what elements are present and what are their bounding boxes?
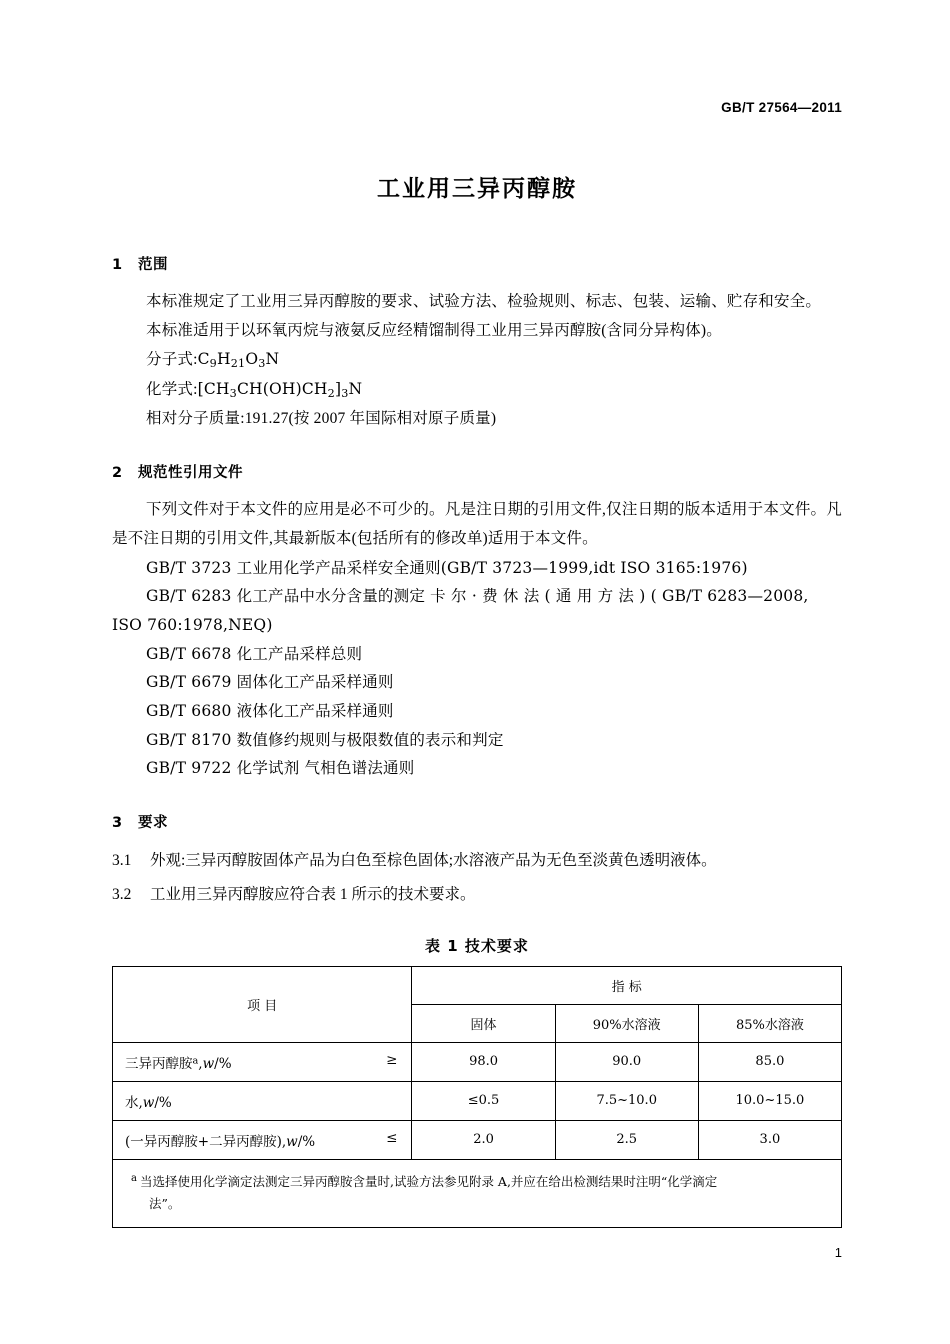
clause-3-2-number: 3.2 [112,885,132,903]
normative-reference-item: GB/T 6680 液体化工产品采样通则 [146,702,394,721]
section1-chemical-formula [112,375,842,405]
table-header-index: 指 标 [412,966,842,1004]
table-cell-value: 98.0 [412,1042,555,1081]
table-cell-value: 10.0~15.0 [698,1081,841,1120]
page-header-standard-number: GB/T 27564—2011 [721,100,842,115]
normative-reference-continuation: ISO 760:1978,NEQ) [112,616,273,635]
normative-reference-item: GB/T 3723 工业用化学产品采样安全通则(GB/T 3723—1999,idt ISO 3165:1976) [146,558,748,577]
section1-molecular-formula [112,345,842,375]
clause-3-2 [112,880,842,909]
section-heading-3 [112,811,842,832]
chemical-formula-label: 化学式: [146,381,198,399]
normative-reference-item: GB/T 8170 数值修约规则与极限数值的表示和判定 [146,730,504,749]
section1-paragraph-1: 本标准规定了工业用三异丙醇胺的要求、试验方法、检验规则、标志、包装、运输、贮存和安全。 [146,293,822,310]
section-label-2: 规范性引用文件 [138,465,243,482]
table-column-85-solution: 85%水溶液 [698,1004,841,1042]
table-row-item [113,1120,412,1159]
table-cell-value: ≤0.5 [412,1081,555,1120]
table-column-solid: 固体 [412,1004,555,1042]
table-header-item: 项 目 [113,966,412,1042]
table-note-row [113,1159,842,1227]
section-number-3: 3 [112,815,123,832]
section-label-1: 范围 [138,257,168,273]
table-cell-value: 3.0 [698,1120,841,1159]
table-footnote-line2: 法”。 [149,1195,181,1211]
section2-paragraph-1: 下列文件对于本文件的应用是必不可少的。凡是注日期的引用文件,仅注日期的版本适用于本文件。凡是不注日期的引用文件,其最新版本(包括所有的修改单)适用于本文件。 [112,501,842,548]
normative-reference-item: GB/T 6679 固体化工产品采样通则 [146,673,394,692]
table-row-item-label: 水,w/% [125,1094,172,1111]
molecular-formula-label: 分子式: [146,351,198,369]
table-cell-value: 2.5 [555,1120,698,1159]
section1-relative-molecular-mass: 相对分子质量:191.27(按 2007 年国际相对原子质量) [146,409,497,427]
table-row-item-label: (一异丙醇胺+二异丙醇胺),w/% [125,1133,316,1150]
section-label-3: 要求 [138,815,168,832]
clause-3-1-number: 3.1 [112,852,132,870]
table-row-symbol: ≥ [386,1051,398,1068]
section-heading-1 [112,253,842,274]
table-row [113,1081,842,1120]
page-number: 1 [834,1245,842,1260]
table-footnote-line1: 当选择使用化学滴定法测定三异丙醇胺含量时,试验方法参见附录 A,并应在给出检测结果时注明“化学滴定 [139,1173,718,1189]
section1-paragraph-2: 本标准适用于以环氧丙烷与液氨反应经精馏制得工业用三异丙醇胺(含同分异构体)。 [146,321,722,339]
normative-reference-item: GB/T 6678 化工产品采样总则 [146,644,363,663]
table-cell-value: 7.5~10.0 [555,1081,698,1120]
table-cell-value: 90.0 [555,1042,698,1081]
table-caption: 表 1 技术要求 [425,936,529,955]
molecular-formula-value: $C_9H_{21}O_3N$ [197,350,280,371]
table-row [113,1042,842,1081]
clause-3-1-text: 外观:三异丙醇胺固体产品为白色至棕色固体;水溶液产品为无色至淡黄色透明液体。 [150,852,717,870]
table-header-row [113,966,842,1004]
table-column-90-solution: 90%水溶液 [555,1004,698,1042]
table-footnote [113,1159,842,1227]
normative-reference-item: GB/T 9722 化学试剂 气相色谱法通则 [146,759,415,778]
table-cell-value: 85.0 [698,1042,841,1081]
table-cell-value: 2.0 [412,1120,555,1159]
table-row-item [113,1042,412,1081]
clause-3-1 [112,846,842,875]
table-footnote-mark: a [131,1172,137,1184]
technical-requirements-table [112,966,842,1228]
normative-reference-item: GB/T 6283 化工产品中水分含量的测定 卡 尔 · 费 休 法 ( 通 用 方 法 ) ( GB/T 6283—2008, [146,587,809,606]
table-row [113,1120,842,1159]
section-number-1: 1 [112,257,123,273]
clause-3-2-text: 工业用三异丙醇胺应符合表 1 所示的技术要求。 [150,885,476,903]
page-title: 工业用三异丙醇胺 [377,176,577,202]
chemical-formula-value: $[CH_3CH(OH)CH_2]_3N$ [197,380,363,400]
table-row-item [113,1081,412,1120]
document-content [112,170,842,1228]
section-number-2: 2 [112,465,123,482]
section-heading-2 [112,461,842,482]
table-row-item-label: 三异丙醇胺$^a$,w/% [125,1055,232,1072]
table-row-symbol: ≤ [386,1129,398,1146]
